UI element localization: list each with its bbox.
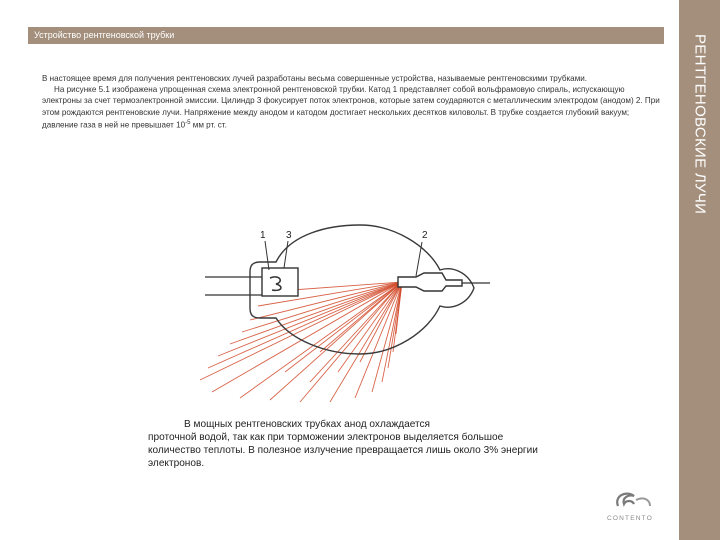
leader-1 <box>265 241 269 270</box>
leader-2 <box>416 242 422 276</box>
caption-rest: проточной водой, так как при торможении электронов выделяется большое количество теплоты. В полезное излучение превращается лишь около 3% энергии электронов. <box>148 432 538 469</box>
header-bar <box>28 27 664 44</box>
logo-arc <box>636 498 650 506</box>
logo-text: CONTENTO <box>607 515 653 522</box>
label-anode: 2 <box>422 230 428 241</box>
caption <box>148 418 538 470</box>
body-text <box>42 73 660 131</box>
xray-ray <box>330 282 402 402</box>
xray-ray <box>285 282 402 372</box>
paragraph-intro: В настоящее время для получения рентгеновских лучей разработаны весьма совершенные устройства, называемые рентгеновскими трубками. <box>42 74 588 83</box>
xray-ray <box>200 282 402 380</box>
caption-line-1: В мощных рентгеновских трубках анод охлаждается <box>184 419 431 430</box>
header-title: Устройство рентгеновской трубки <box>34 30 175 40</box>
xray-rays <box>200 282 402 402</box>
xray-tube-diagram <box>190 222 510 407</box>
contento-logo <box>590 486 670 526</box>
leader-3 <box>284 241 288 268</box>
side-title <box>680 0 720 540</box>
label-cylinder: 3 <box>286 230 292 241</box>
xray-ray <box>270 282 402 400</box>
pressure-exponent: -5 <box>185 119 191 126</box>
side-title-text: РЕНТГЕНОВСКИЕ ЛУЧИ <box>691 34 709 215</box>
paragraph-description-end: мм рт. ст. <box>190 120 227 130</box>
xray-ray <box>240 282 402 398</box>
xray-ray <box>218 282 402 356</box>
paragraph-description <box>42 84 660 131</box>
anode <box>398 273 462 291</box>
logo-swirl <box>617 494 634 506</box>
paragraph-description-text: На рисунке 5.1 изображена упрощенная схема электронной рентгеновской трубки. Катод 1 представляет собой вольфрамовую спираль, испускающую электроны за счет термоэлектронной эмиссии. Цилиндр 3 фокусирует поток электронов, которые затем соударяются с металлическим электродом (анодом) 2. При этом рождаются рентгеновские лучи. Напряжение между анодом и катодом достигает нескольких десятков киловольт. В трубке создается глубокий вакуум; давление газа в ней не превышает 10 <box>42 85 660 130</box>
label-cathode: 1 <box>260 230 266 241</box>
